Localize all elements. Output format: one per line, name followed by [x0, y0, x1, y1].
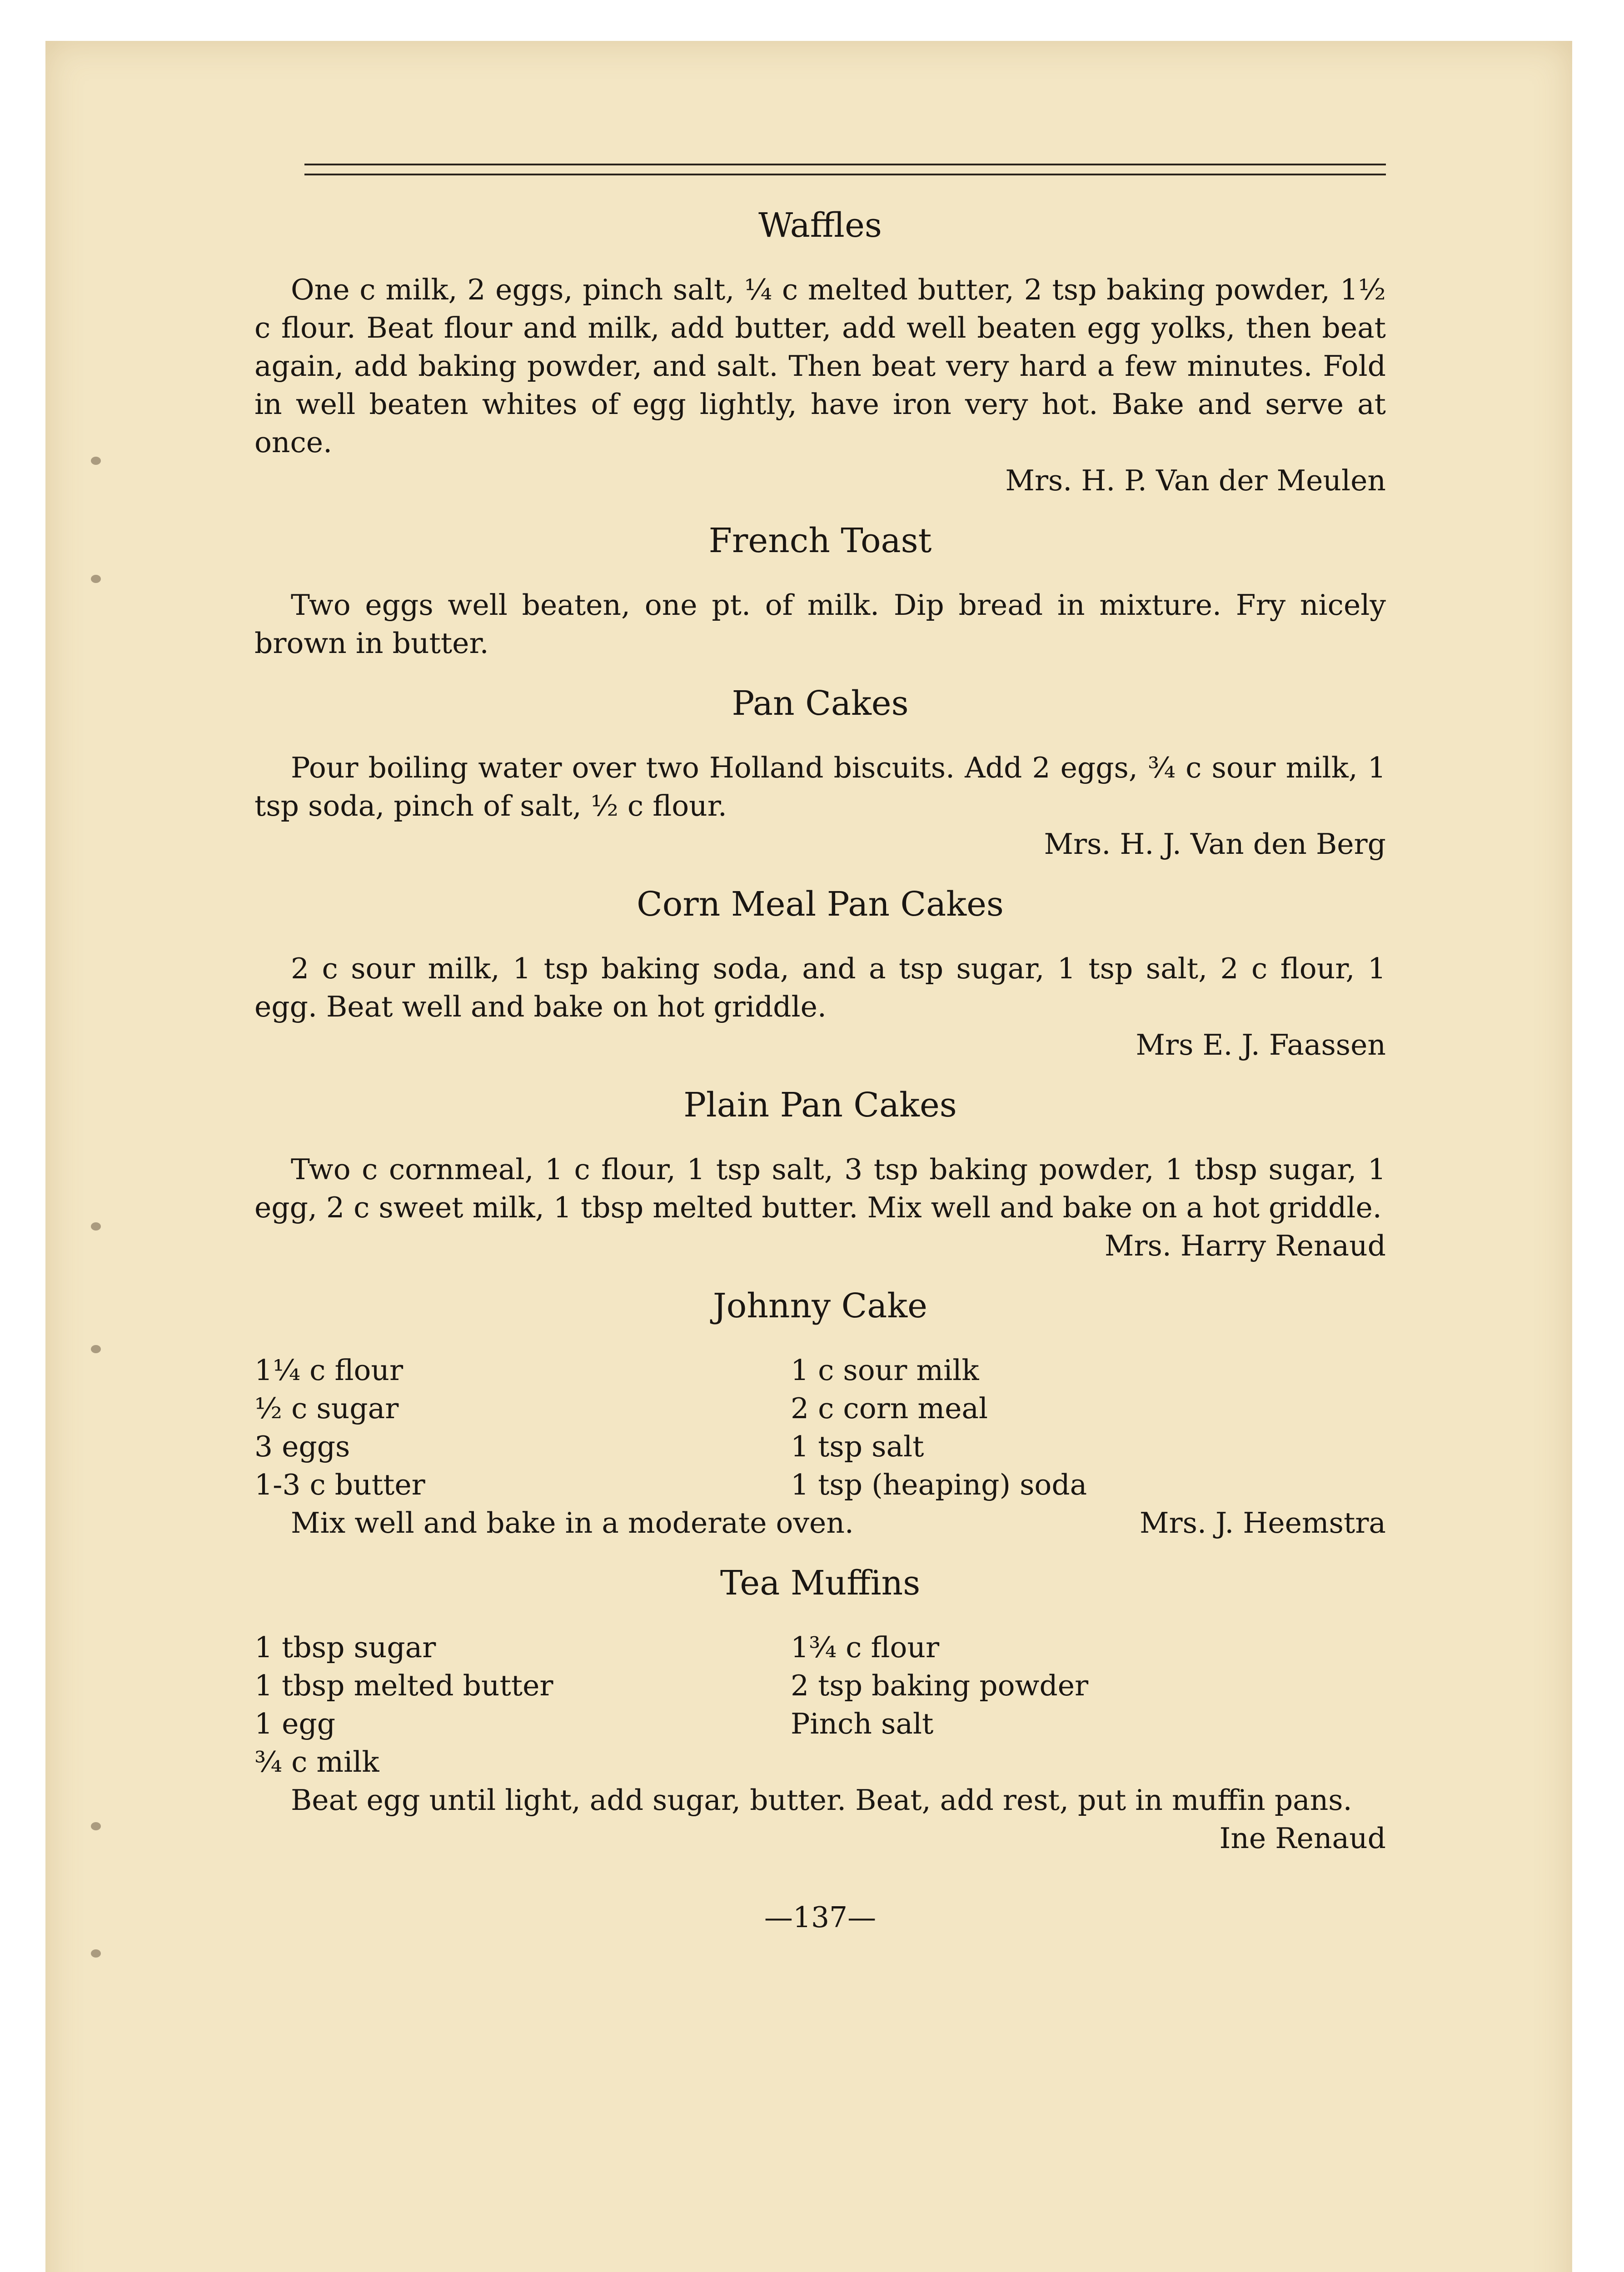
ingredient-line: 1¾ c flour: [791, 1631, 940, 1664]
recipe-title: Plain Pan Cakes: [683, 1086, 957, 1125]
recipe-instructions: One c milk, 2 eggs, pinch salt, ¼ c melted butter, 2 tsp baking powder, 1½ c flour. Beat flour and milk, add butter, add well beaten egg yolks, then beat again, add baking powder, and salt. Then beat very hard a few minutes. Fold in well beaten whites of egg lightly, have iron very hot. Bake and serve at once.: [254, 273, 1386, 459]
ingredient-columns: [254, 1629, 1386, 1781]
recipe-author: Mrs. H. P. Van der Meulen: [1005, 464, 1386, 497]
recipe-french-toast: [254, 518, 1386, 663]
ingredient-column-right: [791, 1629, 1327, 1781]
recipe-instructions: Beat egg until light, add sugar, butter. Beat, add rest, put in muffin pans.: [291, 1784, 1352, 1817]
ingredient-line: ½ c sugar: [254, 1392, 399, 1425]
binding-hole: [91, 1822, 101, 1830]
ingredient-line: 1 tbsp melted butter: [254, 1669, 553, 1702]
binding-hole: [91, 575, 101, 583]
recipe-author: Mrs. J. Heemstra: [1140, 1506, 1386, 1540]
recipe-title: French Toast: [708, 521, 932, 560]
binding-hole: [91, 1222, 101, 1231]
ingredient-column-left: [254, 1351, 791, 1504]
recipe-waffles: [254, 203, 1386, 500]
recipe-title: Corn Meal Pan Cakes: [637, 885, 1004, 924]
ingredient-line: 1 tsp (heaping) soda: [791, 1468, 1087, 1501]
binding-hole: [91, 457, 101, 465]
instruction-line: [254, 1504, 1386, 1542]
recipe-plain-pan-cakes: [254, 1082, 1386, 1265]
recipe-author: Mrs. H. J. Van den Berg: [1044, 827, 1386, 861]
recipe-author: Mrs. Harry Renaud: [1104, 1229, 1386, 1262]
recipe-pan-cakes: [254, 681, 1386, 863]
recipe-instructions: Two eggs well beaten, one pt. of milk. Dip bread in mixture. Fry nicely brown in butter.: [254, 588, 1386, 660]
recipe-title: Waffles: [758, 206, 882, 245]
recipe-title: Johnny Cake: [713, 1286, 927, 1325]
recipe-author: Mrs E. J. Faassen: [1136, 1028, 1386, 1061]
recipe-instructions: Mix well and bake in a moderate oven.: [291, 1506, 854, 1540]
binding-hole: [91, 1345, 101, 1353]
ingredient-line: Pinch salt: [791, 1707, 934, 1740]
ingredient-line: 2 c corn meal: [791, 1392, 988, 1425]
binding-hole: [91, 1949, 101, 1958]
ingredient-line: 1¼ c flour: [254, 1354, 404, 1387]
ingredient-line: ¾ c milk: [254, 1745, 379, 1779]
ingredient-line: 3 eggs: [254, 1430, 350, 1463]
ingredient-line: 1 egg: [254, 1707, 336, 1740]
page-number: —137—: [764, 1901, 877, 1934]
ingredient-line: 1 tbsp sugar: [254, 1631, 436, 1664]
ingredient-line: 1-3 c butter: [254, 1468, 425, 1501]
ingredient-line: 1 c sour milk: [791, 1354, 979, 1387]
recipe-johnny-cake: [254, 1283, 1386, 1542]
recipe-instructions: Pour boiling water over two Holland biscuits. Add 2 eggs, ¾ c sour milk, 1 tsp soda, pinch of salt, ½ c flour.: [254, 751, 1386, 822]
recipe-instructions: 2 c sour milk, 1 tsp baking soda, and a tsp sugar, 1 tsp salt, 2 c flour, 1 egg. Beat well and bake on hot griddle.: [254, 952, 1386, 1023]
ingredient-line: 1 tsp salt: [791, 1430, 924, 1463]
ingredient-column-left: [254, 1629, 791, 1781]
ingredient-column-right: [791, 1351, 1327, 1504]
recipe-corn-meal-pan-cakes: [254, 882, 1386, 1064]
ingredient-line: 2 tsp baking powder: [791, 1669, 1089, 1702]
header-rule: [304, 164, 1386, 175]
recipe-instructions: Two c cornmeal, 1 c flour, 1 tsp salt, 3 tsp baking powder, 1 tbsp sugar, 1 egg, 2 c sweet milk, 1 tbsp melted butter. Mix well and bake on a hot griddle.: [254, 1153, 1386, 1224]
recipe-title: Pan Cakes: [732, 684, 909, 723]
page-content: [254, 164, 1386, 1937]
recipe-tea-muffins: [254, 1560, 1386, 1858]
recipe-author: Ine Renaud: [1219, 1822, 1386, 1855]
recipe-title: Tea Muffins: [720, 1564, 921, 1603]
ingredient-columns: [254, 1351, 1386, 1504]
